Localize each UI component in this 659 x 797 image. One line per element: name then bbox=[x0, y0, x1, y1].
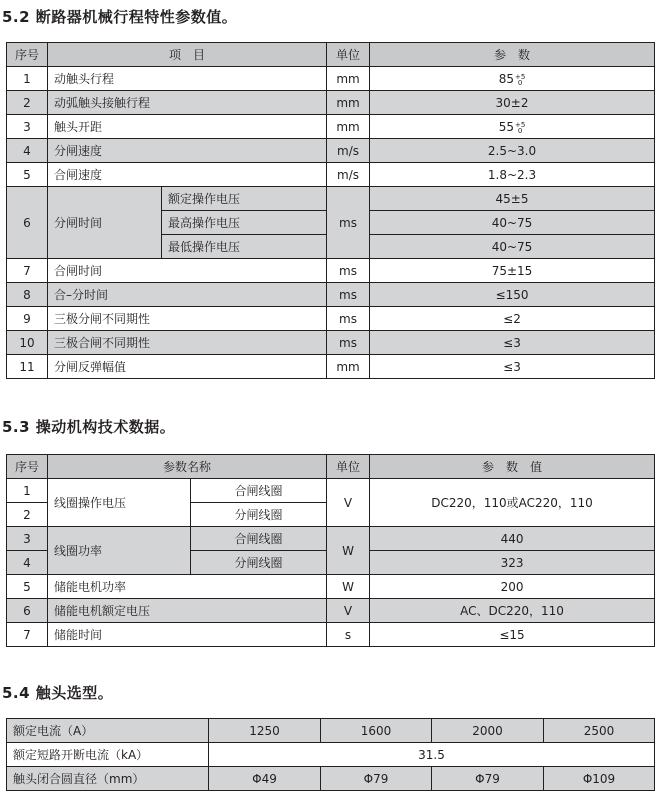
row-value: ≤15 bbox=[370, 623, 655, 647]
sub-label: 最高操作电压 bbox=[162, 211, 327, 235]
row-value: 2.5~3.0 bbox=[370, 139, 655, 163]
rated-current-value: 1250 bbox=[209, 719, 321, 743]
mechanical-travel-table bbox=[6, 42, 655, 379]
row-value: ≤3 bbox=[370, 355, 655, 379]
section-title-5-3: 5.3 操动机构技术数据。 bbox=[2, 418, 176, 436]
row-name: 线圈功率 bbox=[48, 527, 191, 575]
tolerance-lower: 0 bbox=[517, 126, 523, 135]
table-header-row bbox=[7, 43, 655, 67]
row-name: 储能时间 bbox=[48, 623, 327, 647]
row-value: 45±5 bbox=[370, 187, 655, 211]
row-item: 分闸速度 bbox=[48, 139, 327, 163]
row-value: DC220，110或AC220，110 bbox=[370, 479, 655, 527]
row-value: 200 bbox=[370, 575, 655, 599]
header-param: 参 数 bbox=[370, 43, 655, 67]
sub-label: 额定操作电压 bbox=[162, 187, 327, 211]
row-no: 3 bbox=[7, 527, 48, 551]
row-unit: W bbox=[327, 575, 370, 599]
row-unit: m/s bbox=[327, 163, 370, 187]
section-title-5-4: 5.4 触头选型。 bbox=[2, 684, 114, 702]
row-unit: s bbox=[327, 623, 370, 647]
row-value: 30±2 bbox=[370, 91, 655, 115]
value-main: 85 bbox=[498, 71, 514, 86]
breaking-current-value: 31.5 bbox=[209, 743, 655, 767]
table-row bbox=[7, 743, 655, 767]
row-no: 4 bbox=[7, 139, 48, 163]
contact-selection-table bbox=[6, 718, 655, 791]
contact-diameter-label: 触头闭合圆直径（mm） bbox=[7, 767, 209, 791]
value-main: 55 bbox=[498, 119, 514, 134]
rated-current-value: 2000 bbox=[432, 719, 544, 743]
row-unit: ms bbox=[327, 187, 370, 259]
row-unit: mm bbox=[327, 67, 370, 91]
section-title-5-2: 5.2 断路器机械行程特性参数值。 bbox=[2, 8, 238, 26]
table-row bbox=[7, 139, 655, 163]
table-row bbox=[7, 527, 655, 551]
tolerance-upper: +5 bbox=[514, 120, 526, 129]
row-item: 三极分闸不同期性 bbox=[48, 307, 327, 331]
table-row bbox=[7, 575, 655, 599]
breaking-current-label: 额定短路开断电流（kA） bbox=[7, 743, 209, 767]
row-unit: V bbox=[327, 599, 370, 623]
sub-label: 合闸线圈 bbox=[191, 479, 327, 503]
tolerance-upper: +5 bbox=[514, 72, 526, 81]
row-unit: ms bbox=[327, 283, 370, 307]
row-no: 7 bbox=[7, 623, 48, 647]
row-unit: ms bbox=[327, 307, 370, 331]
table-row bbox=[7, 67, 655, 91]
table-row bbox=[7, 479, 655, 503]
row-item: 分闸反弹幅值 bbox=[48, 355, 327, 379]
row-item: 触头开距 bbox=[48, 115, 327, 139]
sub-label: 合闸线圈 bbox=[191, 527, 327, 551]
table-row bbox=[7, 767, 655, 791]
row-unit: m/s bbox=[327, 139, 370, 163]
table-row bbox=[7, 355, 655, 379]
row-no: 5 bbox=[7, 575, 48, 599]
tolerance bbox=[515, 122, 525, 134]
row-value: 440 bbox=[370, 527, 655, 551]
table-row bbox=[7, 163, 655, 187]
table-row bbox=[7, 115, 655, 139]
row-value: ≤2 bbox=[370, 307, 655, 331]
tolerance bbox=[515, 74, 525, 86]
row-name: 储能电机功率 bbox=[48, 575, 327, 599]
row-no: 11 bbox=[7, 355, 48, 379]
row-value: 75±15 bbox=[370, 259, 655, 283]
row-no: 3 bbox=[7, 115, 48, 139]
row-item: 合闸时间 bbox=[48, 259, 327, 283]
row-value: 40~75 bbox=[370, 235, 655, 259]
row-no: 7 bbox=[7, 259, 48, 283]
row-item: 三极合闸不同期性 bbox=[48, 331, 327, 355]
table-header-row bbox=[7, 455, 655, 479]
row-name: 线圈操作电压 bbox=[48, 479, 191, 527]
row-no: 8 bbox=[7, 283, 48, 307]
row-no: 5 bbox=[7, 163, 48, 187]
row-item: 合–分时间 bbox=[48, 283, 327, 307]
row-unit: ms bbox=[327, 331, 370, 355]
contact-diameter-value: Φ79 bbox=[321, 767, 432, 791]
header-value: 参 数 值 bbox=[370, 455, 655, 479]
table-row bbox=[7, 91, 655, 115]
row-item: 动触头行程 bbox=[48, 67, 327, 91]
row-no: 1 bbox=[7, 479, 48, 503]
header-no: 序号 bbox=[7, 43, 48, 67]
contact-diameter-value: Φ79 bbox=[432, 767, 544, 791]
row-value: 40~75 bbox=[370, 211, 655, 235]
row-no: 2 bbox=[7, 91, 48, 115]
row-value bbox=[370, 67, 655, 91]
table-row bbox=[7, 307, 655, 331]
row-item: 分闸时间 bbox=[48, 187, 162, 259]
contact-diameter-value: Φ109 bbox=[544, 767, 655, 791]
tolerance-lower: 0 bbox=[517, 78, 523, 87]
row-no: 10 bbox=[7, 331, 48, 355]
rated-current-value: 1600 bbox=[321, 719, 432, 743]
row-unit: mm bbox=[327, 115, 370, 139]
table-row bbox=[7, 719, 655, 743]
contact-diameter-value: Φ49 bbox=[209, 767, 321, 791]
header-unit: 单位 bbox=[327, 43, 370, 67]
row-item: 合闸速度 bbox=[48, 163, 327, 187]
operating-mechanism-table bbox=[6, 454, 655, 647]
row-unit: mm bbox=[327, 355, 370, 379]
header-name: 参数名称 bbox=[48, 455, 327, 479]
table-row bbox=[7, 331, 655, 355]
row-unit: V bbox=[327, 479, 370, 527]
table-row bbox=[7, 599, 655, 623]
row-unit: W bbox=[327, 527, 370, 575]
table-row bbox=[7, 623, 655, 647]
rated-current-value: 2500 bbox=[544, 719, 655, 743]
sub-label: 分闸线圈 bbox=[191, 551, 327, 575]
row-value: ≤3 bbox=[370, 331, 655, 355]
table-row bbox=[7, 283, 655, 307]
sub-label: 分闸线圈 bbox=[191, 503, 327, 527]
row-no: 1 bbox=[7, 67, 48, 91]
row-no: 9 bbox=[7, 307, 48, 331]
header-unit: 单位 bbox=[327, 455, 370, 479]
row-unit: ms bbox=[327, 259, 370, 283]
row-value bbox=[370, 115, 655, 139]
row-value: 1.8~2.3 bbox=[370, 163, 655, 187]
header-no: 序号 bbox=[7, 455, 48, 479]
row-no: 6 bbox=[7, 599, 48, 623]
header-item: 项 目 bbox=[48, 43, 327, 67]
row-unit: mm bbox=[327, 91, 370, 115]
table-row bbox=[7, 259, 655, 283]
row-value: 323 bbox=[370, 551, 655, 575]
table-row bbox=[7, 187, 655, 211]
row-no: 2 bbox=[7, 503, 48, 527]
rated-current-label: 额定电流（A） bbox=[7, 719, 209, 743]
row-no: 4 bbox=[7, 551, 48, 575]
sub-label: 最低操作电压 bbox=[162, 235, 327, 259]
row-value: ≤150 bbox=[370, 283, 655, 307]
row-value: AC、DC220，110 bbox=[370, 599, 655, 623]
row-no: 6 bbox=[7, 187, 48, 259]
row-item: 动弧触头接触行程 bbox=[48, 91, 327, 115]
row-name: 储能电机额定电压 bbox=[48, 599, 327, 623]
